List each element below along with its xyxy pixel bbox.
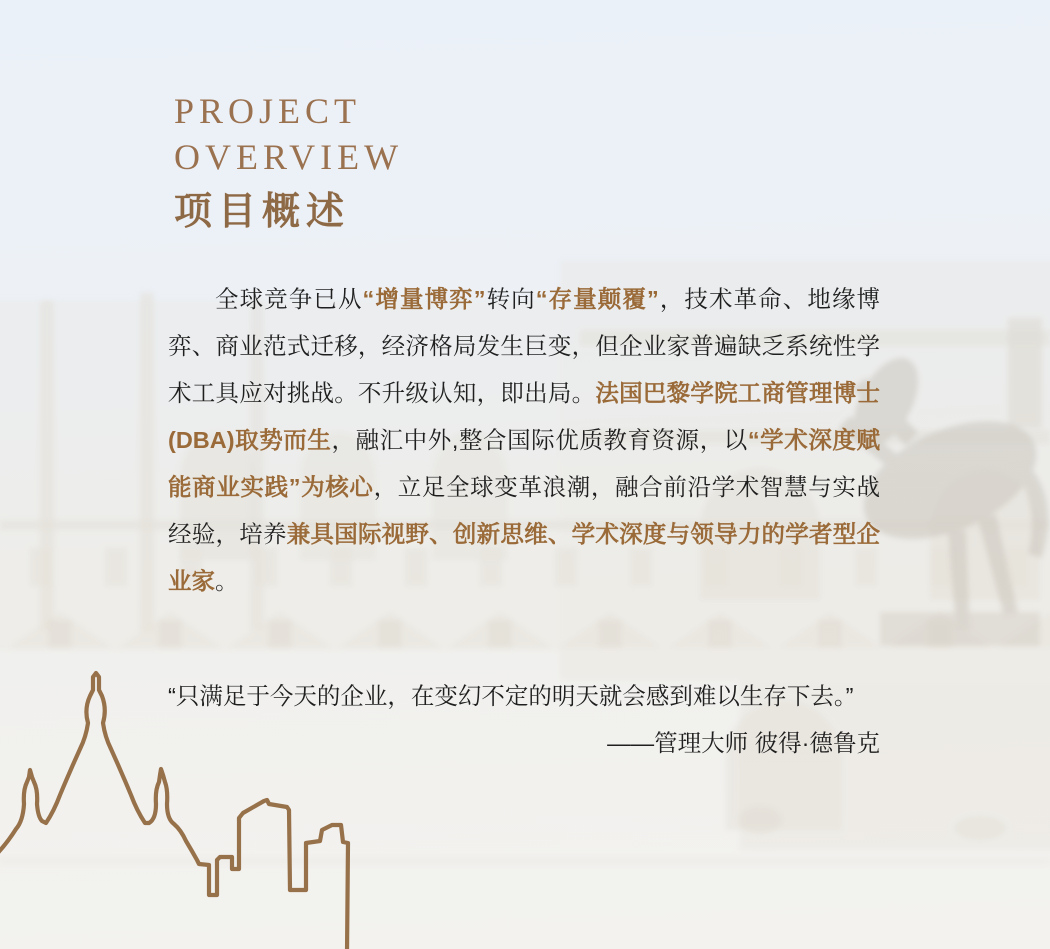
paragraph-segment: ，技术革命、地缘博弈、商业范式迁移，经济格局发生巨变，但企业家普遍缺乏系统性学术工具应对挑战。不升级认知，即出局。: [168, 286, 881, 406]
paragraph-segment: 兼具国际视野、创新思维、学术深度与领导力的学者型企业家: [168, 521, 881, 594]
paragraph-segment: 转向: [485, 286, 536, 312]
english-title-line2: OVERVIEW: [174, 137, 404, 177]
paragraph-segment: ，融汇中外,整合国际优质教育资源，以: [331, 427, 748, 453]
chinese-title: 项目概述: [174, 191, 351, 233]
paragraph-segment: 法国巴黎学院工商管理博士(DBA)取势而生: [168, 380, 881, 453]
english-title: [174, 88, 880, 180]
drucker-quote: [168, 673, 880, 767]
paragraph-segment: “存量颠覆”: [535, 286, 659, 312]
quote-attribution: ——管理大师 彼得·德鲁克: [607, 730, 880, 756]
quote-text: “只满足于今天的企业，在变幻不定的明天就会感到难以生存下去。”: [168, 683, 854, 709]
content-column: [168, 88, 880, 767]
paragraph-segment: “增量博弈”: [362, 286, 486, 312]
paragraph-segment: 全球竞争已从: [215, 286, 363, 312]
paragraph-segment: ，立足全球变革浪潮，融合前沿学术智慧与实战经验，培养: [168, 474, 881, 547]
english-title-line1: PROJECT: [174, 91, 362, 131]
overview-paragraph: [168, 276, 880, 605]
paragraph-segment: “学术深度赋能商业实践”为核心: [168, 427, 880, 500]
paragraph-segment: 。: [215, 568, 239, 594]
